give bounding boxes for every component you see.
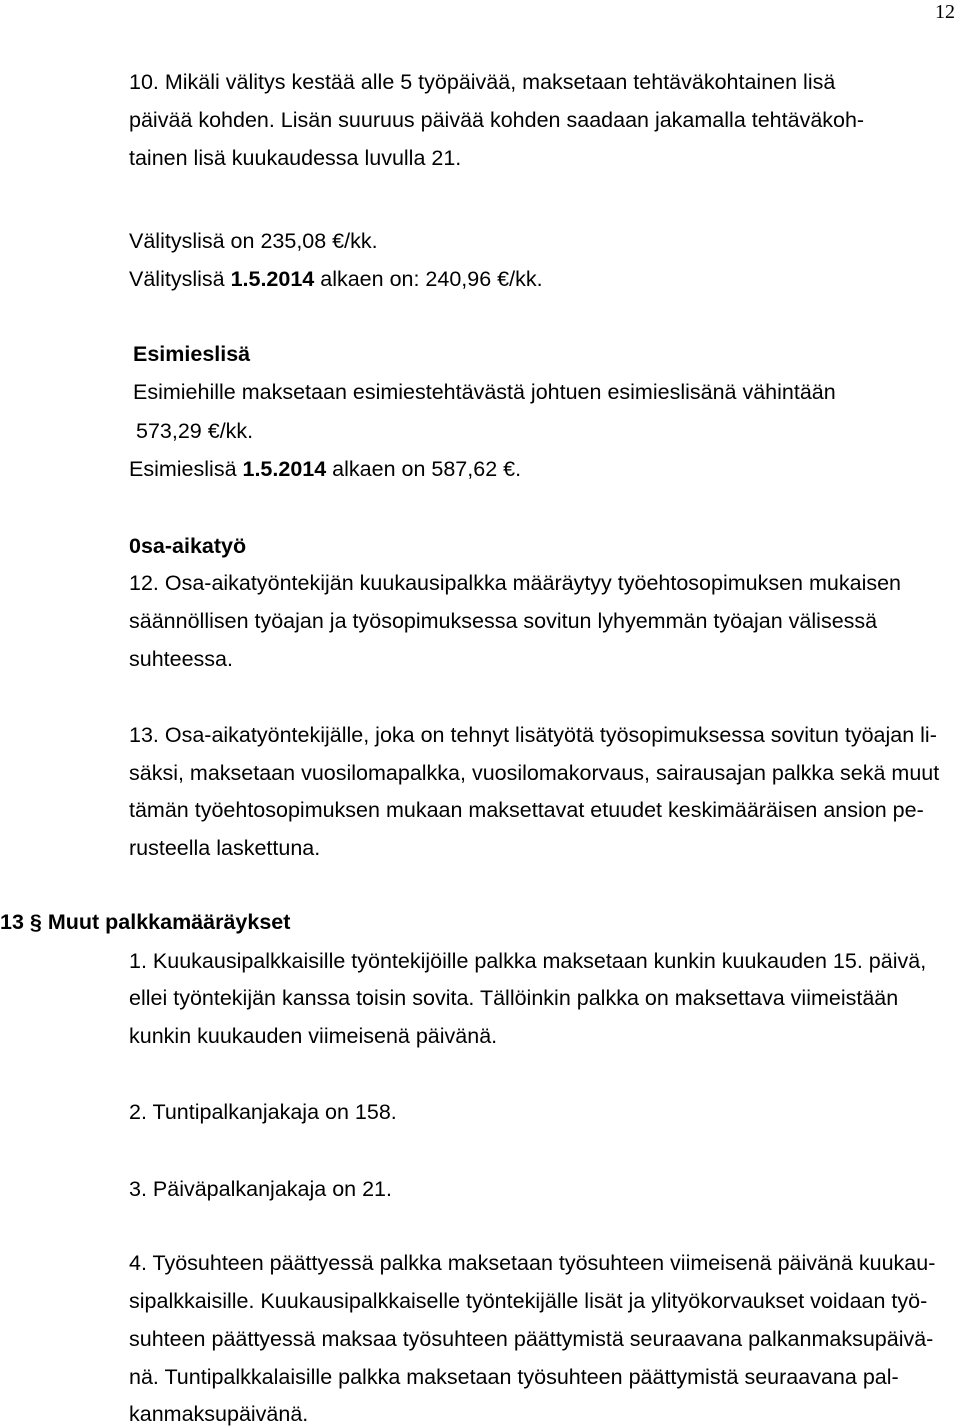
section-heading-13: 13 § Muut palkkamääräykset	[0, 910, 291, 934]
section-heading-osa-aikatyo: 0sa-aikatyö	[129, 534, 247, 558]
text-line	[129, 267, 543, 291]
text-line: Välityslisä on 235,08 €/kk.	[129, 229, 378, 253]
text-line: 1. Kuukausipalkkaisille työntekijöille palkka maksetaan kunkin kuukauden 15. päivä,	[129, 949, 927, 973]
text-segment: Välityslisä	[129, 267, 231, 291]
text-line: sipalkkaisille. Kuukausipalkkaiselle työntekijälle lisät ja ylityökorvaukset voidaan työ-	[129, 1289, 928, 1313]
bold-date: 1.5.2014	[242, 457, 327, 481]
text-line: säännöllisen työajan ja työsopimuksessa sovitun lyhyemmän työajan välisessä	[129, 609, 878, 633]
text-segment: alkaen on 587,62 €.	[326, 457, 522, 481]
text-line: 13. Osa-aikatyöntekijälle, joka on tehnyt lisätyötä työsopimuksessa sovitun työajan li-	[129, 723, 937, 747]
text-line: tainen lisä kuukaudessa luvulla 21.	[129, 146, 462, 170]
text-line: 2. Tuntipalkanjakaja on 158.	[129, 1100, 397, 1124]
text-line: suhteessa.	[129, 647, 233, 671]
text-line: ellei työntekijän kanssa toisin sovita. Tällöinkin palkka on maksettava viimeistään	[129, 986, 899, 1010]
text-line	[129, 457, 521, 481]
text-line: 4. Työsuhteen päättyessä palkka maksetaan työsuhteen viimeisenä päivänä kuukau-	[129, 1251, 936, 1275]
text-line: päivää kohden. Lisän suuruus päivää kohden saadaan jakamalla tehtäväkoh-	[129, 108, 865, 132]
page-number: 12	[935, 1, 955, 23]
text-line: tämän työehtosopimuksen mukaan maksettavat etuudet keskimääräisen ansion pe-	[129, 798, 924, 822]
section-heading-esimieslisa: Esimieslisä	[133, 342, 251, 366]
text-line: 10. Mikäli välitys kestää alle 5 työpäivää, maksetaan tehtäväkohtainen lisä	[129, 70, 836, 94]
text-line: säksi, maksetaan vuosilomapalkka, vuosilomakorvaus, sairausajan palkka sekä muut	[129, 761, 940, 785]
text-line: kunkin kuukauden viimeisenä päivänä.	[129, 1024, 498, 1048]
text-line: suhteen päättyessä maksaa työsuhteen päättymistä seuraavana palkanmaksupäivä-	[129, 1327, 934, 1351]
text-segment: Esimieslisä	[129, 457, 243, 481]
text-line: 573,29 €/kk.	[136, 419, 254, 443]
text-line: nä. Tuntipalkkalaisille palkka maksetaan työsuhteen päättymistä seuraavana pal-	[129, 1365, 899, 1389]
bold-date: 1.5.2014	[230, 267, 315, 291]
text-line: 3. Päiväpalkanjakaja on 21.	[129, 1177, 392, 1201]
text-line: 12. Osa-aikatyöntekijän kuukausipalkka määräytyy työehtosopimuksen mukaisen	[129, 571, 902, 595]
text-line: kanmaksupäivänä.	[129, 1402, 309, 1426]
text-line: Esimiehille maksetaan esimiestehtävästä johtuen esimieslisänä vähintään	[133, 380, 836, 404]
text-segment: alkaen on: 240,96 €/kk.	[314, 267, 543, 291]
text-line: rusteella laskettuna.	[129, 836, 321, 860]
